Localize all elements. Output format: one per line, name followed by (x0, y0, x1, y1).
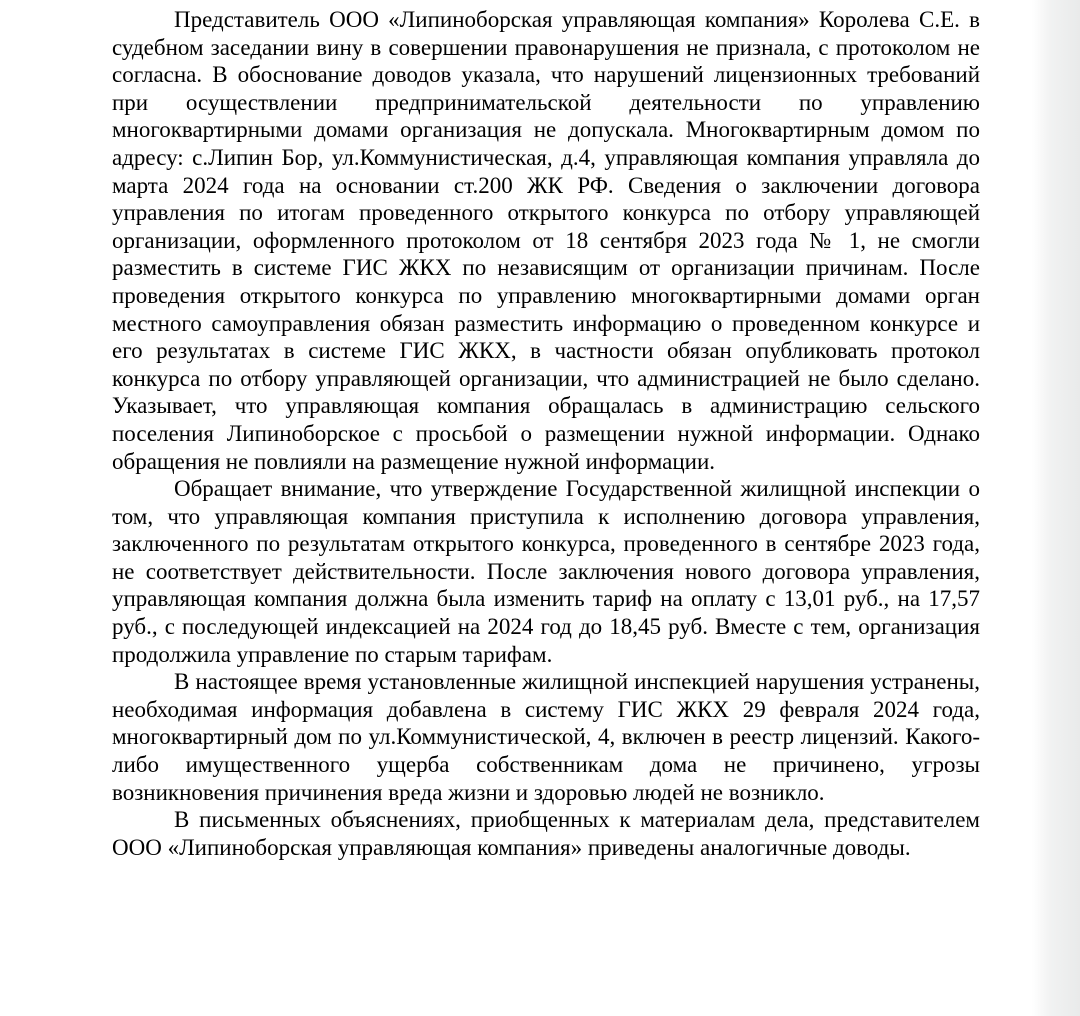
page-edge-shadow (1032, 0, 1080, 1016)
paragraph-2: Обращает внимание, что утверждение Государственной жилищной инспекции о том, что управляющая компания приступила к исполнению договора управления, заключенного по результатам открытого конкурса, проведенного в сентябре 2023 года, не соответствует действительности. После заключения нового договора управления, управляющая компания должна была изменить тариф на оплату с 13,01 руб., на 17,57 руб., с последующей индексацией на 2024 год до 18,45 руб. Вместе с тем, организация продолжила управление по старым тарифам. (112, 476, 980, 667)
paragraph-3: В настоящее время установленные жилищной инспекцией нарушения устранены, необходимая информация добавлена в систему ГИС ЖКХ 29 февраля 2024 года, многоквартирный дом по ул.Коммунистической, 4, включен в реестр лицензий. Какого-либо имущественного ущерба собственникам дома не причинено, угрозы возникновения причинения вреда жизни и здоровью людей не возникло. (112, 669, 980, 805)
paragraph-4: В письменных объяснениях, приобщенных к материалам дела, представителем ООО «Липиноборская управляющая компания» приведены аналогичные доводы. (112, 807, 980, 860)
paragraph-1: Представитель ООО «Липиноборская управляющая компания» Королева С.Е. в судебном заседании вину в совершении правонарушения не признала, с протоколом не согласна. В обоснование доводов указала, что нарушений лицензионных требований при осуществлении предпринимательской деятельности по управлению многоквартирными домами организация не допускала. Многоквартирным домом по адресу: с.Липин Бор, ул.Коммунистическая, д.4, управляющая компания управляла до марта 2024 года на основании ст.200 ЖК РФ. Сведения о заключении договора управления по итогам проведенного открытого конкурса по отбору управляющей организации, оформленного протоколом от 18 сентября 2023 года № 1, не смогли разместить в системе ГИС ЖКХ по независящим от организации причинам. После проведения открытого конкурса по управлению многоквартирными домами орган местного самоуправления обязан разместить информацию о проведенном конкурсе и его результатах в системе ГИС ЖКХ, в частности обязан опубликовать протокол конкурса по отбору управляющей организации, что администрацией не было сделано. Указывает, что управляющая компания обращалась в администрацию сельского поселения Липиноборское с просьбой о размещении нужной информации. Однако обращения не повлияли на размещение нужной информации. (112, 7, 980, 474)
document-body (112, 6, 980, 861)
